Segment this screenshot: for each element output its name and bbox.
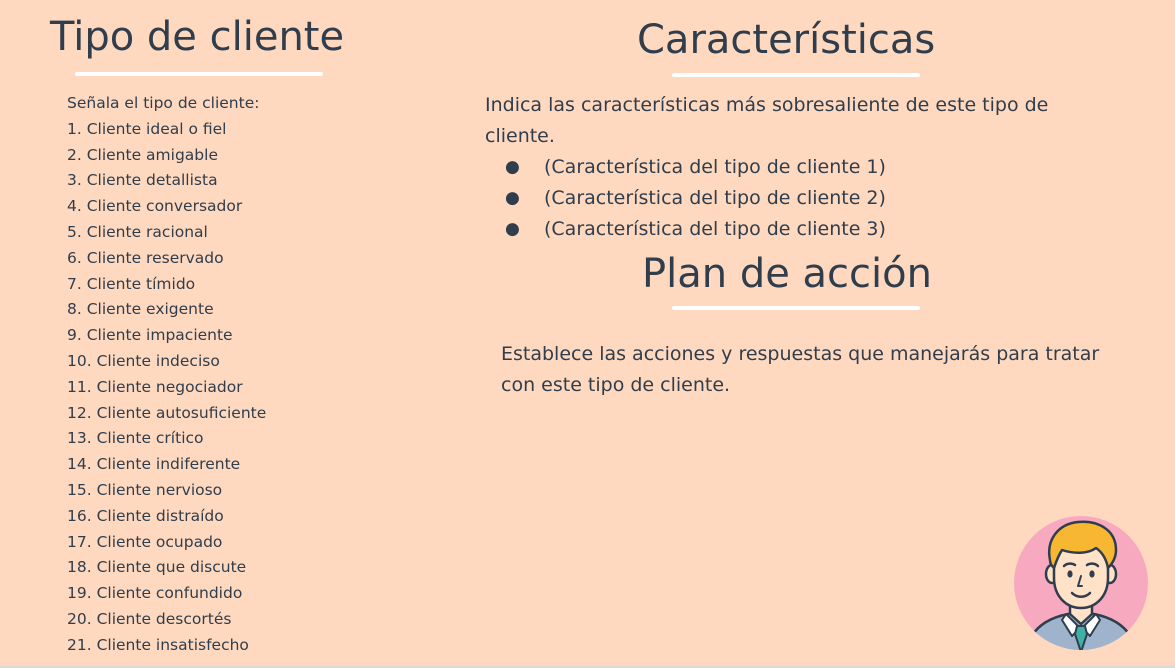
client-type-list (67, 117, 266, 659)
client-type-item: 6. Cliente reservado (67, 248, 224, 267)
characteristic-text: (Característica del tipo de cliente 3) (544, 218, 886, 240)
man-avatar-icon (1012, 514, 1150, 652)
client-type-item: 16. Cliente distraído (67, 506, 224, 525)
client-type-item: 11. Cliente negociador (67, 377, 243, 396)
client-type-item: 12. Cliente autosuficiente (67, 403, 267, 422)
client-type-item: 18. Cliente que discute (67, 558, 247, 577)
client-type-item: 1. Cliente ideal o fiel (67, 119, 227, 138)
bullet-dot-icon: ● (505, 219, 520, 239)
client-type-item: 8. Cliente exigente (67, 300, 214, 319)
client-type-item: 21. Cliente insatisfecho (67, 635, 249, 654)
bullet-dot-icon: ● (505, 157, 520, 177)
characteristics-intro: Indica las características más sobresaliente de este tipo de cliente. (485, 94, 1049, 147)
characteristic-item (505, 183, 886, 214)
client-type-item: 7. Cliente tímido (67, 274, 196, 293)
client-type-item: 5. Cliente racional (67, 222, 208, 241)
client-type-item: 13. Cliente crítico (67, 429, 204, 448)
client-type-item: 19. Cliente confundido (67, 584, 243, 603)
client-type-intro: Señala el tipo de cliente: (67, 94, 260, 112)
client-type-item: 2. Cliente amigable (67, 145, 218, 164)
client-type-item: 20. Cliente descortés (67, 609, 232, 628)
action-plan-text: Establece las acciones y respuestas que manejarás para tratar con este tipo de cliente. (501, 343, 1100, 396)
action-plan-title: Plan de acción (642, 251, 932, 297)
characteristics-bullet-list (505, 152, 886, 245)
characteristic-item (505, 152, 886, 183)
client-type-item: 15. Cliente nervioso (67, 480, 223, 499)
characteristic-item (505, 214, 886, 245)
client-type-item: 14. Cliente indiferente (67, 455, 241, 474)
characteristic-text: (Característica del tipo de cliente 1) (544, 156, 886, 178)
characteristic-text: (Característica del tipo de cliente 2) (544, 187, 886, 209)
characteristics-title-underline (672, 73, 920, 77)
client-type-item: 3. Cliente detallista (67, 171, 218, 190)
client-type-list-block (67, 91, 266, 659)
action-plan-title-underline (672, 306, 920, 310)
client-type-item: 10. Cliente indeciso (67, 351, 220, 370)
client-type-title-underline (75, 72, 323, 76)
bullet-dot-icon: ● (505, 188, 520, 208)
characteristics-title: Características (637, 17, 936, 63)
client-type-item: 9. Cliente impaciente (67, 326, 233, 345)
client-type-title: Tipo de cliente (50, 14, 345, 60)
client-type-item: 4. Cliente conversador (67, 197, 243, 216)
client-type-item: 17. Cliente ocupado (67, 532, 223, 551)
